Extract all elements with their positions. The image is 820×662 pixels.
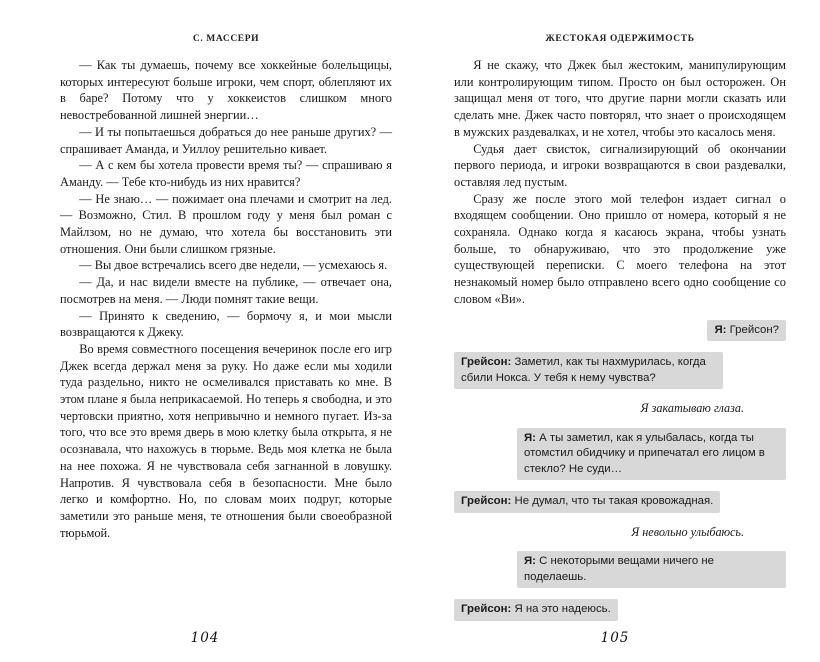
paragraph: Во время совместного посещения вечеринок после его игр Джек всегда держал меня за руку. Но даже если мы ходили туда раздельно, никто не осмеливался приставать ко мне. В этом плане я была неприкасаемой. Но теперь я свободна, и это чертовски приятно, хотя непривычно и немного пугает. Из-за того, что все это время дверь в мою клетку была открыта, я не осознавала, что нахожусь в тюрьме. Ведь моя клетка не была на нее похожа. Я не чувствовала себя загнанной в ловушку. Напротив. Я чувствовала себя в безопасности. Мне было легко и комфортно. Но, по словам моих подруг, которые заметили это раньше меня, те отношения были своеобразной тюрьмой. (60, 341, 392, 540)
message-me (517, 428, 786, 481)
left-page-text (60, 57, 392, 541)
paragraph: — А с кем бы хотела провести время ты? — спрашиваю я Аманду. — Тебе кто-нибудь из них нравится? (60, 158, 392, 189)
page-number-left: 104 (190, 630, 220, 646)
message-text: Я на это надеюсь. (514, 603, 611, 616)
message-text: Не думал, что ты такая кровожадная. (514, 495, 714, 508)
paragraph: — Вы двое встречались всего две недели, — усмехаюсь я. (79, 258, 388, 273)
message-greyson (454, 491, 720, 513)
message-me (517, 551, 786, 588)
message-sender-label: Я: (524, 431, 536, 444)
paragraph: — Не знаю… — пожимает она плечами и смотрит на лед. — Возможно, Стил. В прошлом году у меня был роман с Майлзом, но не думаю, что хотела бы восстановить эти отношения. Они были слишком грязные. (60, 191, 392, 256)
running-header-author: С. МАССЕРИ (192, 34, 260, 44)
right-page (410, 0, 820, 662)
message-text: А ты заметил, как я улыбалась, когда ты отомстил обидчику и припечатал его лицом в стекло? Не суди… (524, 431, 765, 475)
narration-line: Я закатываю глаза. (640, 401, 744, 416)
message-sender-label: Грейсон: (461, 495, 512, 508)
paragraph: Судья дает свисток, сигнализирующий об окончании первого периода, и игроки возвращаются в свои раздевалки, оставляя лед пустым. (454, 141, 786, 189)
message-me (707, 320, 786, 342)
right-page-text (454, 57, 786, 621)
paragraph: — Как ты думаешь, почему все хоккейные болельщицы, которых интересуют больше игроки, чем спорт, облепляют их в баре? Потому что у хоккеистов слишком много невостребованной лишней энергии… (60, 58, 392, 123)
message-greyson (454, 352, 723, 389)
message-greyson (454, 599, 618, 621)
message-sender-label: Я: (524, 555, 536, 568)
paragraph: Сразу же после этого мой телефон издает сигнал о входящем сообщении. Оно пришло от номера, который я не сохраняла. Однако когда я касаюсь экрана, чтобы узнать больше, то обнаруживаю, что это продолжение уже существующей переписки. С моего телефона на этот незнакомый номер было отправлено всего одно сообщение со словом «Ви». (454, 191, 786, 306)
message-text: Заметил, как ты нахмурилась, когда сбили Нокса. У тебя к нему чувства? (461, 356, 706, 384)
message-text: Грейсон? (729, 323, 779, 336)
paragraph: Я не скажу, что Джек был жестоким, манипулирующим или контролирующим типом. Просто он был осторожен. Он защищал меня от того, что другие парни могли сказать или сделать мне. Джек часто повторял, что знает о происходящем в мужских раздевалках, и не хотел, чтобы это касалось меня. (454, 58, 786, 139)
running-header-title: ЖЕСТОКАЯ ОДЕРЖИМОСТЬ (545, 34, 695, 44)
page-number-right: 105 (600, 630, 630, 646)
message-sender-label: Грейсон: (461, 603, 512, 616)
paragraph: — Да, и нас видели вместе на публике, — отвечает она, посмотрев на меня. — Люди помнят такие вещи. (60, 275, 392, 306)
message-sender-label: Я: (714, 323, 727, 336)
message-text: С некоторыми вещами ничего не поделаешь. (524, 555, 714, 583)
message-thread (454, 320, 786, 621)
paragraph: — Принято к сведению, — бормочу я, и мои мысли возвращаются к Джеку. (60, 308, 392, 340)
narration-line: Я невольно улыбаюсь. (631, 524, 744, 539)
paragraph: — И ты попытаешься добраться до нее раньше других? — спрашивает Аманда, и Уиллоу решительно кивает. (60, 124, 392, 156)
message-sender-label: Грейсон: (461, 356, 512, 369)
